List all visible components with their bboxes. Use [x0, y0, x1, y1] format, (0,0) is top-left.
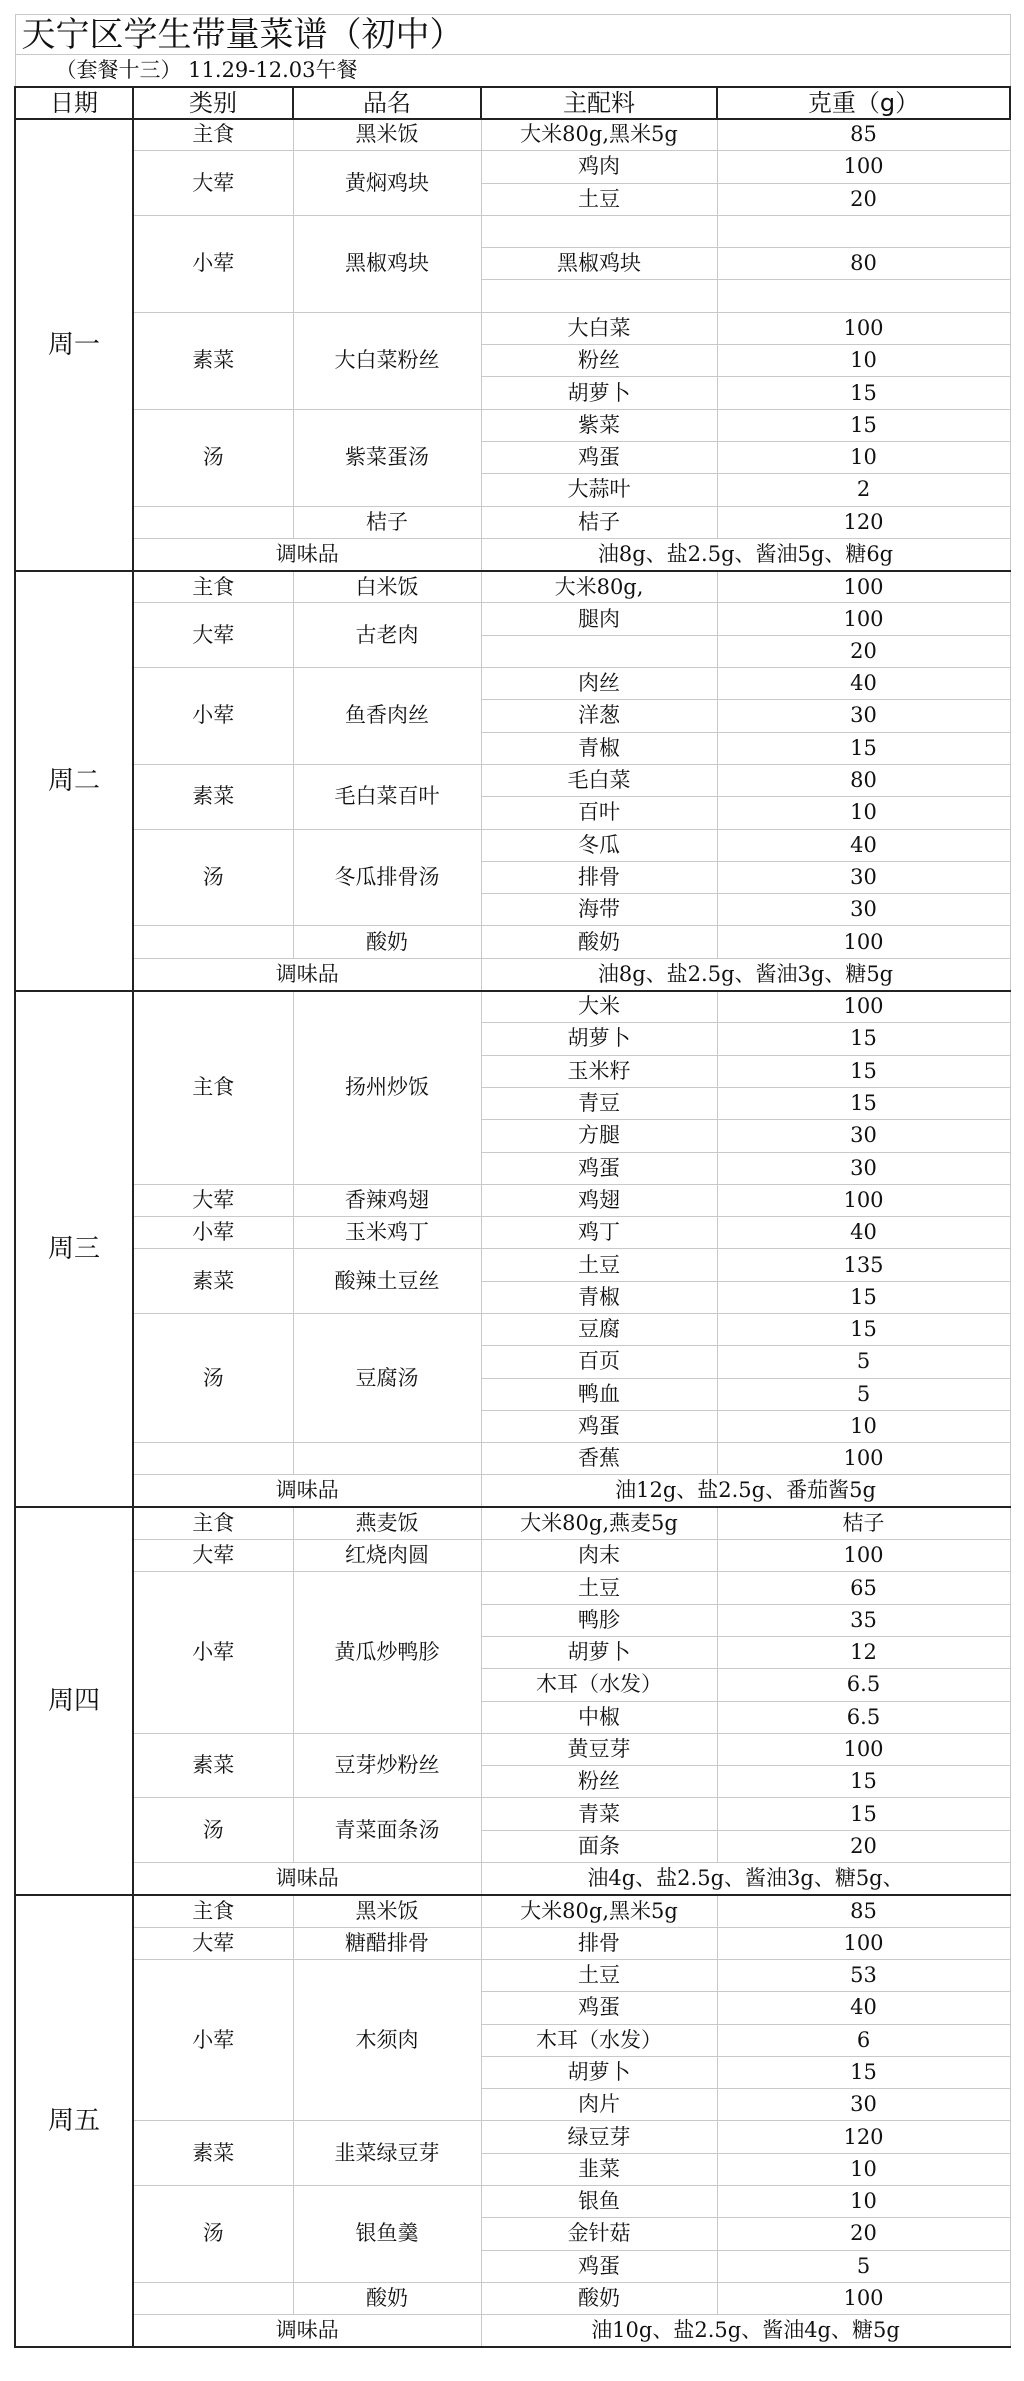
ingredient-cell: 海带	[481, 894, 717, 926]
day-label: 周二	[15, 571, 133, 991]
category-cell: 大荤	[133, 1540, 293, 1572]
weight-cell: 10	[717, 797, 1010, 829]
table-row	[15, 119, 1010, 151]
seasoning-label: 调味品	[133, 958, 481, 990]
ingredient-cell: 面条	[481, 1830, 717, 1862]
weight-cell: 65	[717, 1572, 1010, 1604]
ingredient-cell: 大米80g,燕麦5g	[481, 1507, 717, 1539]
dish-cell: 玉米鸡丁	[293, 1217, 481, 1249]
category-cell: 小荤	[133, 215, 293, 312]
weight-cell: 15	[717, 1798, 1010, 1830]
table-row	[15, 668, 1010, 700]
dish-cell: 鱼香肉丝	[293, 668, 481, 765]
dish-cell: 黑米饭	[293, 119, 481, 151]
dish-cell: 白米饭	[293, 571, 481, 603]
table-row	[15, 603, 1010, 635]
weight-cell: 100	[717, 1927, 1010, 1959]
weight-cell: 40	[717, 829, 1010, 861]
page-title: 天宁区学生带量菜谱（初中）	[15, 15, 1010, 55]
header-row	[15, 87, 1010, 119]
ingredient-cell: 排骨	[481, 1927, 717, 1959]
seasoning-value: 油8g、盐2.5g、酱油3g、糖5g	[481, 958, 1010, 990]
ingredient-cell: 韭菜	[481, 2153, 717, 2185]
category-cell	[133, 926, 293, 958]
category-cell: 主食	[133, 119, 293, 151]
table-row	[15, 1507, 1010, 1539]
dish-cell: 青菜面条汤	[293, 1798, 481, 1863]
dish-cell: 黑米饭	[293, 1895, 481, 1927]
table-row	[15, 1249, 1010, 1281]
ingredient-cell: 粉丝	[481, 1766, 717, 1798]
ingredient-cell: 大米80g,黑米5g	[481, 1895, 717, 1927]
ingredient-cell: 黑椒鸡块	[481, 248, 717, 280]
ingredient-cell	[481, 280, 717, 312]
ingredient-cell: 青菜	[481, 1798, 717, 1830]
table-row	[15, 571, 1010, 603]
category-cell: 素菜	[133, 764, 293, 829]
ingredient-cell: 鸡翅	[481, 1184, 717, 1216]
category-cell: 汤	[133, 1313, 293, 1442]
category-cell	[133, 2282, 293, 2314]
seasoning-label: 调味品	[133, 2315, 481, 2347]
header-ingredients: 主配料	[481, 87, 717, 119]
dish-cell: 银鱼羹	[293, 2186, 481, 2283]
ingredient-cell: 银鱼	[481, 2186, 717, 2218]
dish-cell: 黄焖鸡块	[293, 151, 481, 216]
table-row	[15, 151, 1010, 183]
ingredient-cell: 洋葱	[481, 700, 717, 732]
table-row	[15, 1895, 1010, 1927]
day-label: 周三	[15, 991, 133, 1508]
header-date: 日期	[15, 87, 133, 119]
weight-cell: 100	[717, 991, 1010, 1023]
ingredient-cell: 豆腐	[481, 1313, 717, 1345]
ingredient-cell: 玉米籽	[481, 1055, 717, 1087]
table-row	[15, 215, 1010, 247]
ingredient-cell: 鸭血	[481, 1378, 717, 1410]
category-cell: 小荤	[133, 668, 293, 765]
ingredient-cell: 鸡蛋	[481, 1410, 717, 1442]
weight-cell: 2	[717, 474, 1010, 506]
ingredient-cell: 青椒	[481, 1281, 717, 1313]
table-row	[15, 1443, 1010, 1475]
weight-cell: 15	[717, 1313, 1010, 1345]
dish-cell: 豆芽炒粉丝	[293, 1733, 481, 1798]
category-cell: 汤	[133, 409, 293, 506]
ingredient-cell: 肉末	[481, 1540, 717, 1572]
weight-cell: 80	[717, 248, 1010, 280]
header-dish: 品名	[293, 87, 481, 119]
ingredient-cell: 大米	[481, 991, 717, 1023]
table-row	[15, 1313, 1010, 1345]
header-category: 类别	[133, 87, 293, 119]
weight-cell: 100	[717, 1443, 1010, 1475]
table-row	[15, 1798, 1010, 1830]
dish-cell: 大白菜粉丝	[293, 312, 481, 409]
table-row	[15, 2282, 1010, 2314]
category-cell: 素菜	[133, 1249, 293, 1314]
table-row	[15, 764, 1010, 796]
ingredient-cell: 桔子	[481, 506, 717, 538]
table-row	[15, 2186, 1010, 2218]
weight-cell: 15	[717, 377, 1010, 409]
dish-cell: 古老肉	[293, 603, 481, 668]
weight-cell: 10	[717, 2186, 1010, 2218]
category-cell: 大荤	[133, 603, 293, 668]
weight-cell: 15	[717, 732, 1010, 764]
weight-cell: 40	[717, 668, 1010, 700]
category-cell	[133, 1443, 293, 1475]
ingredient-cell: 紫菜	[481, 409, 717, 441]
ingredient-cell: 胡萝卜	[481, 1636, 717, 1668]
table-row	[15, 1540, 1010, 1572]
dish-cell: 韭菜绿豆芽	[293, 2121, 481, 2186]
ingredient-cell: 大白菜	[481, 312, 717, 344]
ingredient-cell: 鸡蛋	[481, 1152, 717, 1184]
weight-cell: 85	[717, 1895, 1010, 1927]
table-row	[15, 991, 1010, 1023]
weight-cell: 10	[717, 1410, 1010, 1442]
menu-table	[14, 14, 1011, 2348]
ingredient-cell: 香蕉	[481, 1443, 717, 1475]
ingredient-cell: 方腿	[481, 1120, 717, 1152]
ingredient-cell	[481, 635, 717, 667]
ingredient-cell	[481, 215, 717, 247]
weight-cell: 100	[717, 2282, 1010, 2314]
seasoning-label: 调味品	[133, 538, 481, 570]
weight-cell: 15	[717, 1087, 1010, 1119]
dish-cell: 酸奶	[293, 2282, 481, 2314]
table-row	[15, 1927, 1010, 1959]
ingredient-cell: 肉丝	[481, 668, 717, 700]
weight-cell: 6.5	[717, 1669, 1010, 1701]
seasoning-value: 油10g、盐2.5g、酱油4g、糖5g	[481, 2315, 1010, 2347]
ingredient-cell: 百页	[481, 1346, 717, 1378]
dish-cell	[293, 1443, 481, 1475]
category-cell: 汤	[133, 1798, 293, 1863]
weight-cell: 15	[717, 409, 1010, 441]
ingredient-cell: 青豆	[481, 1087, 717, 1119]
seasoning-row	[15, 1863, 1010, 1895]
weight-cell: 15	[717, 1281, 1010, 1313]
weight-cell: 15	[717, 1766, 1010, 1798]
seasoning-row	[15, 1475, 1010, 1507]
ingredient-cell: 酸奶	[481, 2282, 717, 2314]
category-cell: 小荤	[133, 1572, 293, 1733]
table-row	[15, 1733, 1010, 1765]
ingredient-cell: 土豆	[481, 1572, 717, 1604]
weight-cell: 5	[717, 1378, 1010, 1410]
ingredient-cell: 粉丝	[481, 345, 717, 377]
weight-cell: 20	[717, 635, 1010, 667]
table-row	[15, 1572, 1010, 1604]
category-cell: 主食	[133, 1507, 293, 1539]
dish-cell: 黄瓜炒鸭胗	[293, 1572, 481, 1733]
ingredient-cell: 金针菇	[481, 2218, 717, 2250]
weight-cell: 100	[717, 926, 1010, 958]
dish-cell: 香辣鸡翅	[293, 1184, 481, 1216]
weight-cell: 53	[717, 1959, 1010, 1991]
weight-cell: 100	[717, 151, 1010, 183]
ingredient-cell: 土豆	[481, 1959, 717, 1991]
table-row	[15, 2121, 1010, 2153]
weight-cell: 100	[717, 1733, 1010, 1765]
ingredient-cell: 大蒜叶	[481, 474, 717, 506]
dish-cell: 酸奶	[293, 926, 481, 958]
page-subtitle: （套餐十三） 11.29-12.03午餐	[15, 55, 1010, 87]
table-row	[15, 312, 1010, 344]
category-cell: 小荤	[133, 1217, 293, 1249]
ingredient-cell: 木耳（水发）	[481, 2024, 717, 2056]
dish-cell: 豆腐汤	[293, 1313, 481, 1442]
dish-cell: 桔子	[293, 506, 481, 538]
weight-cell: 桔子	[717, 1507, 1010, 1539]
weight-cell: 20	[717, 183, 1010, 215]
ingredient-cell: 大米80g,	[481, 571, 717, 603]
ingredient-cell: 冬瓜	[481, 829, 717, 861]
weight-cell: 10	[717, 345, 1010, 377]
seasoning-value: 油4g、盐2.5g、酱油3g、糖5g、	[481, 1863, 1010, 1895]
weight-cell	[717, 280, 1010, 312]
weight-cell: 35	[717, 1604, 1010, 1636]
ingredient-cell: 土豆	[481, 183, 717, 215]
weight-cell: 100	[717, 571, 1010, 603]
weight-cell: 20	[717, 1830, 1010, 1862]
ingredient-cell: 酸奶	[481, 926, 717, 958]
category-cell: 素菜	[133, 312, 293, 409]
dish-cell: 冬瓜排骨汤	[293, 829, 481, 926]
table-row	[15, 1184, 1010, 1216]
weight-cell: 100	[717, 1540, 1010, 1572]
weight-cell: 30	[717, 2089, 1010, 2121]
weight-cell: 135	[717, 1249, 1010, 1281]
table-row	[15, 1959, 1010, 1991]
table-row	[15, 926, 1010, 958]
table-row	[15, 1217, 1010, 1249]
day-label: 周四	[15, 1507, 133, 1895]
ingredient-cell: 鸡蛋	[481, 1992, 717, 2024]
day-label: 周五	[15, 1895, 133, 2347]
ingredient-cell: 黄豆芽	[481, 1733, 717, 1765]
ingredient-cell: 排骨	[481, 861, 717, 893]
table-row	[15, 506, 1010, 538]
ingredient-cell: 土豆	[481, 1249, 717, 1281]
weight-cell: 100	[717, 1184, 1010, 1216]
ingredient-cell: 鸡蛋	[481, 2250, 717, 2282]
category-cell: 大荤	[133, 1184, 293, 1216]
weight-cell: 40	[717, 1217, 1010, 1249]
ingredient-cell: 腿肉	[481, 603, 717, 635]
category-cell: 大荤	[133, 1927, 293, 1959]
category-cell: 主食	[133, 991, 293, 1185]
seasoning-row	[15, 2315, 1010, 2347]
weight-cell: 10	[717, 441, 1010, 473]
weight-cell: 30	[717, 700, 1010, 732]
dish-cell: 红烧肉圆	[293, 1540, 481, 1572]
seasoning-row	[15, 538, 1010, 570]
dish-cell: 黑椒鸡块	[293, 215, 481, 312]
weight-cell: 120	[717, 506, 1010, 538]
weight-cell: 15	[717, 1023, 1010, 1055]
weight-cell: 100	[717, 603, 1010, 635]
dish-cell: 燕麦饭	[293, 1507, 481, 1539]
dish-cell: 糖醋排骨	[293, 1927, 481, 1959]
ingredient-cell: 青椒	[481, 732, 717, 764]
dish-cell: 扬州炒饭	[293, 991, 481, 1185]
seasoning-label: 调味品	[133, 1475, 481, 1507]
weight-cell: 30	[717, 861, 1010, 893]
ingredient-cell: 木耳（水发）	[481, 1669, 717, 1701]
weight-cell: 5	[717, 1346, 1010, 1378]
ingredient-cell: 胡萝卜	[481, 2056, 717, 2088]
seasoning-value: 油8g、盐2.5g、酱油5g、糖6g	[481, 538, 1010, 570]
ingredient-cell: 毛白菜	[481, 764, 717, 796]
weight-cell: 100	[717, 312, 1010, 344]
dish-cell: 毛白菜百叶	[293, 764, 481, 829]
ingredient-cell: 大米80g,黑米5g	[481, 119, 717, 151]
seasoning-label: 调味品	[133, 1863, 481, 1895]
ingredient-cell: 鸡蛋	[481, 441, 717, 473]
ingredient-cell: 鸡肉	[481, 151, 717, 183]
seasoning-value: 油12g、盐2.5g、番茄酱5g	[481, 1475, 1010, 1507]
weight-cell: 15	[717, 2056, 1010, 2088]
header-weight: 克重（g）	[717, 87, 1010, 119]
ingredient-cell: 绿豆芽	[481, 2121, 717, 2153]
weight-cell: 20	[717, 2218, 1010, 2250]
category-cell: 汤	[133, 829, 293, 926]
weight-cell: 15	[717, 1055, 1010, 1087]
category-cell: 主食	[133, 571, 293, 603]
ingredient-cell: 胡萝卜	[481, 377, 717, 409]
category-cell	[133, 506, 293, 538]
weight-cell: 10	[717, 2153, 1010, 2185]
weight-cell: 80	[717, 764, 1010, 796]
category-cell: 主食	[133, 1895, 293, 1927]
weight-cell: 12	[717, 1636, 1010, 1668]
ingredient-cell: 鸡丁	[481, 1217, 717, 1249]
weight-cell: 30	[717, 1152, 1010, 1184]
ingredient-cell: 胡萝卜	[481, 1023, 717, 1055]
ingredient-cell: 肉片	[481, 2089, 717, 2121]
day-label: 周一	[15, 119, 133, 571]
dish-cell: 酸辣土豆丝	[293, 1249, 481, 1314]
weight-cell	[717, 215, 1010, 247]
category-cell: 素菜	[133, 2121, 293, 2186]
dish-cell: 木须肉	[293, 1959, 481, 2120]
category-cell: 素菜	[133, 1733, 293, 1798]
ingredient-cell: 鸭胗	[481, 1604, 717, 1636]
table-row	[15, 829, 1010, 861]
weight-cell: 5	[717, 2250, 1010, 2282]
weight-cell: 6	[717, 2024, 1010, 2056]
category-cell: 大荤	[133, 151, 293, 216]
ingredient-cell: 中椒	[481, 1701, 717, 1733]
table-row	[15, 409, 1010, 441]
category-cell: 小荤	[133, 1959, 293, 2120]
dish-cell: 紫菜蛋汤	[293, 409, 481, 506]
seasoning-row	[15, 958, 1010, 990]
weight-cell: 6.5	[717, 1701, 1010, 1733]
ingredient-cell: 百叶	[481, 797, 717, 829]
weight-cell: 85	[717, 119, 1010, 151]
weight-cell: 30	[717, 1120, 1010, 1152]
weight-cell: 120	[717, 2121, 1010, 2153]
weight-cell: 30	[717, 894, 1010, 926]
weight-cell: 40	[717, 1992, 1010, 2024]
category-cell: 汤	[133, 2186, 293, 2283]
